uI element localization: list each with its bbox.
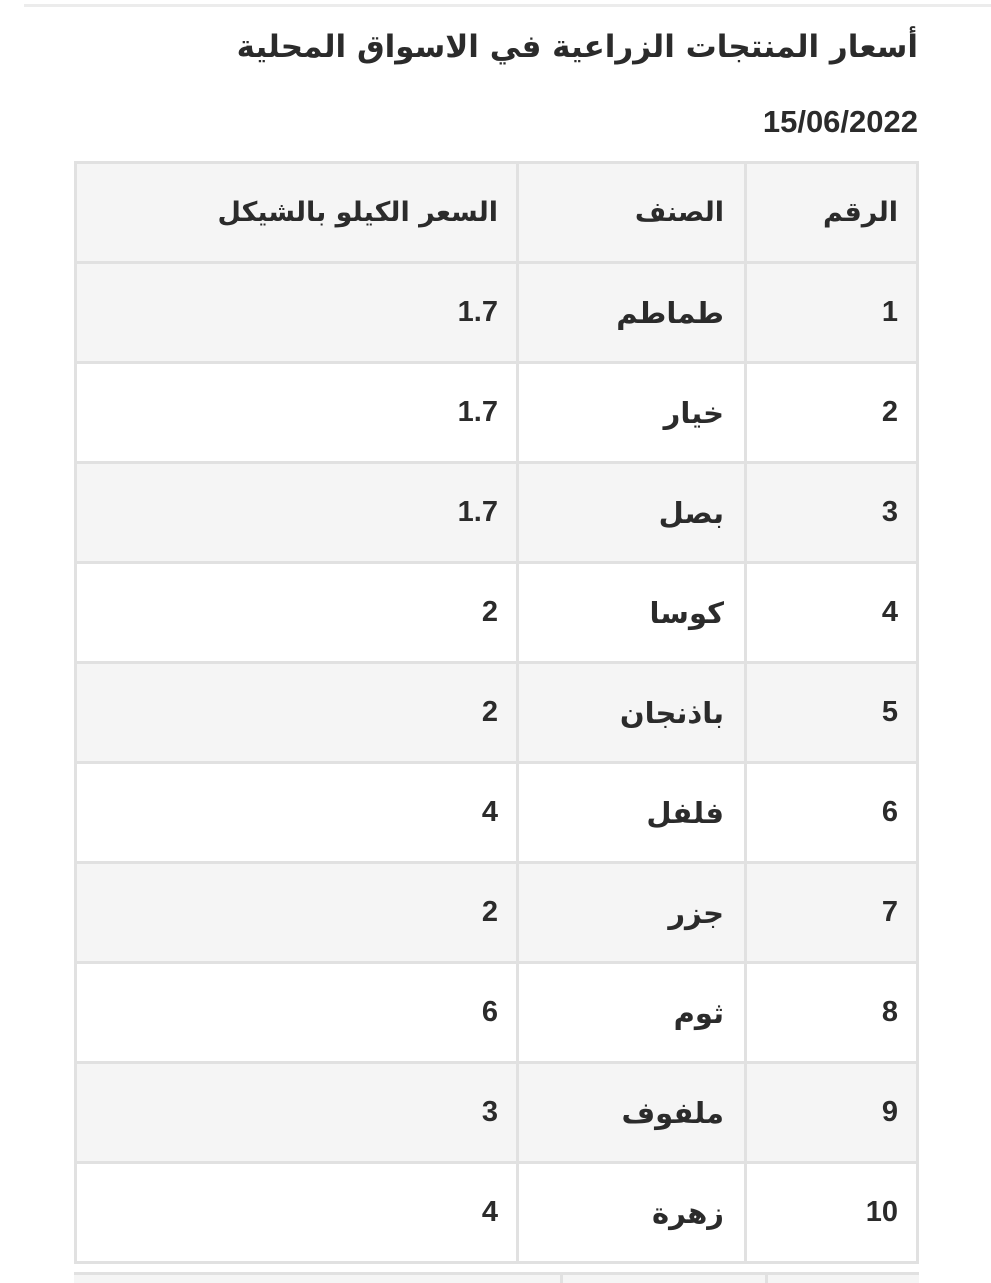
row-item: فلفل [518,763,746,863]
row-price: 1.7 [76,363,518,463]
column-divider [765,1275,768,1283]
row-price: 2 [76,863,518,963]
row-number: 1 [746,263,918,363]
table-row [76,1063,918,1163]
row-price: 2 [76,563,518,663]
row-price: 6 [76,963,518,1063]
table-row [76,863,918,963]
row-item: ملفوف [518,1063,746,1163]
row-number: 10 [746,1163,918,1263]
table-row [76,463,918,563]
row-item: بصل [518,463,746,563]
row-price: 1.7 [76,263,518,363]
table-row [76,763,918,863]
header-price: السعر الكيلو بالشيكل [76,163,518,263]
header-number: الرقم [746,163,918,263]
row-item: جزر [518,863,746,963]
row-price: 3 [76,1063,518,1163]
column-divider [560,1275,563,1283]
table-header-row [76,163,918,263]
prices-table [74,161,919,1264]
top-divider [24,4,991,7]
table-row [76,1163,918,1263]
table-row-cut-off [74,1272,919,1283]
row-number: 2 [746,363,918,463]
table-row [76,263,918,363]
price-date: 15/06/2022 [762,104,918,139]
table-row [76,363,918,463]
page-title: أسعار المنتجات الزراعية في الاسواق المحلية [236,29,918,65]
table-row [76,563,918,663]
row-item: ثوم [518,963,746,1063]
row-number: 5 [746,663,918,763]
row-number: 7 [746,863,918,963]
table-row [76,663,918,763]
row-item: زهرة [518,1163,746,1263]
row-number: 3 [746,463,918,563]
row-price: 4 [76,763,518,863]
row-price: 4 [76,1163,518,1263]
row-number: 4 [746,563,918,663]
header-item: الصنف [518,163,746,263]
row-number: 6 [746,763,918,863]
row-item: خيار [518,363,746,463]
row-item: باذنجان [518,663,746,763]
row-item: طماطم [518,263,746,363]
row-item: كوسا [518,563,746,663]
row-price: 1.7 [76,463,518,563]
row-number: 9 [746,1063,918,1163]
row-price: 2 [76,663,518,763]
row-number: 8 [746,963,918,1063]
table-row [76,963,918,1063]
